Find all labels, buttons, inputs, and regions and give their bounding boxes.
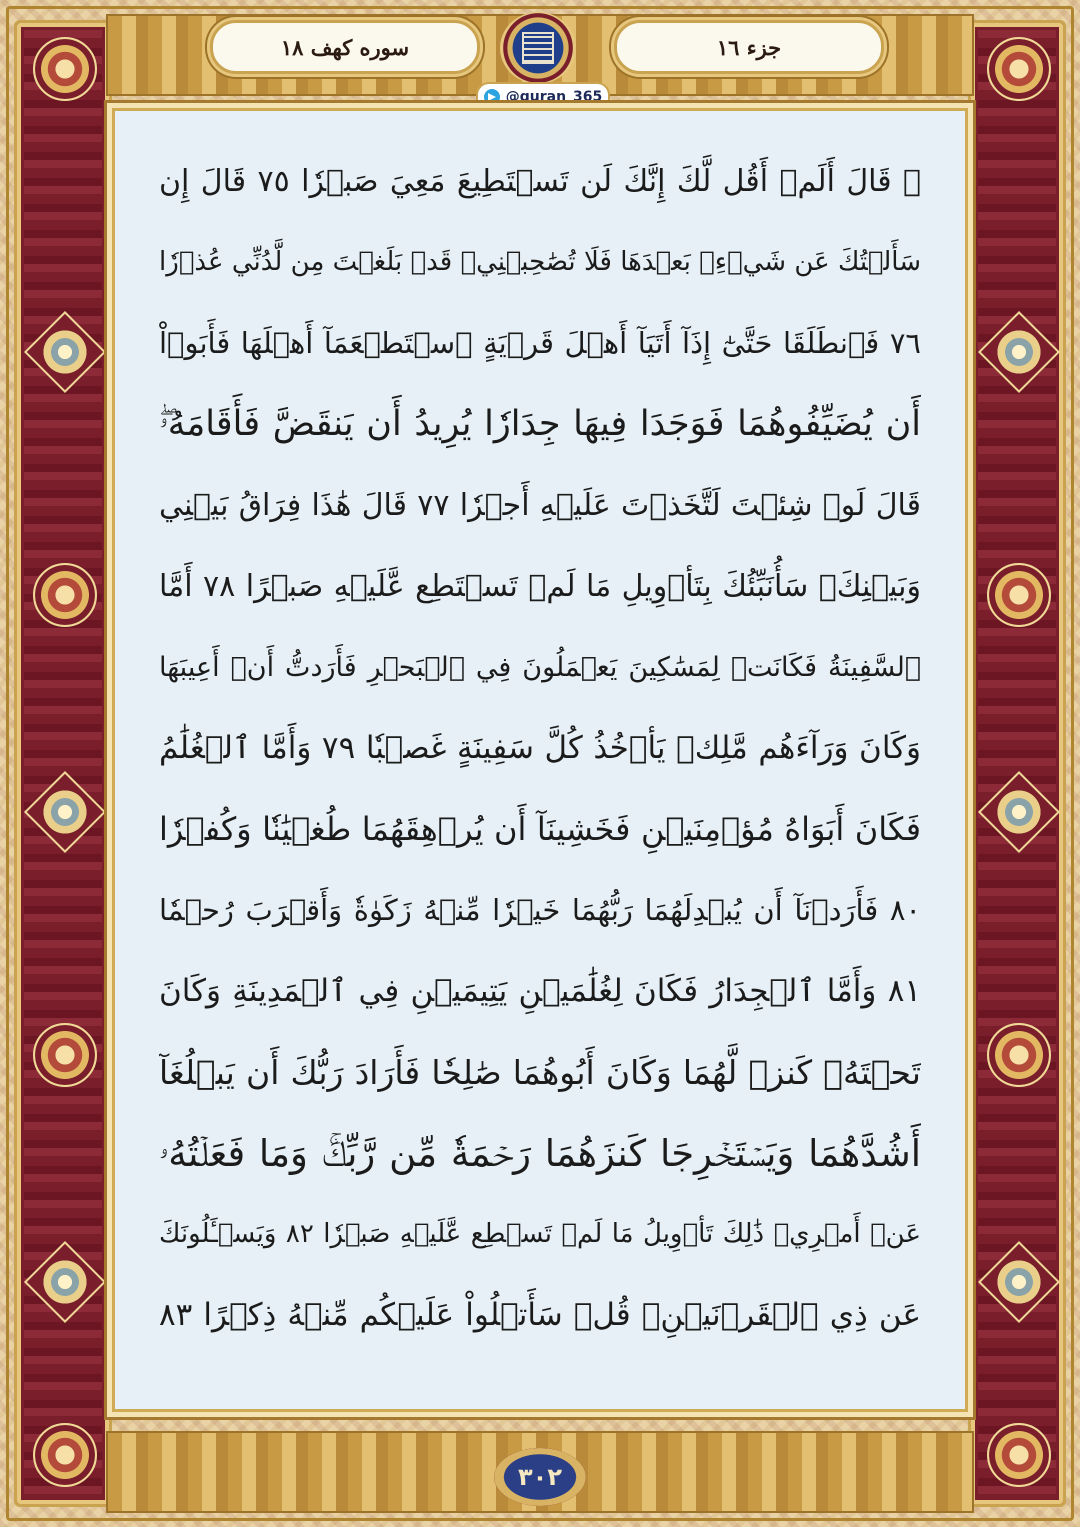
left-ornament-column [14, 20, 112, 1507]
medallion-icon [33, 1423, 97, 1487]
telegram-icon [484, 89, 500, 105]
verse-line: ۞ قَالَ أَلَمۡ أَقُل لَّكَ إِنَّكَ لَن تَسۡتَطِيعَ مَعِيَ صَبۡرٗا ٧٥ قَالَ إِن [159, 164, 921, 199]
verse-line: عَن ذِي ٱلۡقَرۡنَيۡنِۖ قُلۡ سَأَتۡلُواْ عَلَيۡكُم مِّنۡهُ ذِكۡرًا ٨٣ [159, 1297, 921, 1333]
medallion-icon [987, 37, 1051, 101]
juz-label: جزء ١٦ [614, 20, 884, 74]
verse-line: ٱلسَّفِينَةُ فَكَانَتۡ لِمَسَٰكِينَ يَعۡمَلُونَ فِي ٱلۡبَحۡرِ فَأَرَدتُّ أَنۡ أَعِيبَهَا [159, 652, 921, 683]
right-ornament-column [968, 20, 1066, 1507]
surah-label: سوره كهف ١٨ [210, 20, 480, 74]
medallion-icon [987, 563, 1051, 627]
verse-line: أَشُدَّهُمَا وَيَسۡتَخۡرِجَا كَنزَهُمَا رَحۡمَةٗ مِّن رَّبِّكَۚ وَمَا فَعَلۡتُهُۥ [159, 1132, 921, 1175]
verse-line: ٨٠ فَأَرَدۡنَآ أَن يُبۡدِلَهُمَا رَبُّهُمَا خَيۡرٗا مِّنۡهُ زَكَوٰةٗ وَأَقۡرَبَ رُحۡمٗا [159, 893, 921, 927]
kufic-square-icon [522, 32, 554, 64]
verse-line: قَالَ لَوۡ شِئۡتَ لَتَّخَذۡتَ عَلَيۡهِ أَجۡرٗا ٧٧ قَالَ هَٰذَا فِرَاقُ بَيۡنِي [159, 488, 921, 523]
rosette-icon [978, 771, 1060, 853]
channel-handle: @quran_365 [505, 89, 603, 105]
rosette-icon [978, 1241, 1060, 1323]
verse-line: فَكَانَ أَبَوَاهُ مُؤۡمِنَيۡنِ فَخَشِينَآ أَن يُرۡهِقَهُمَا طُغۡيَٰنٗا وَكُفۡرٗا [159, 810, 921, 848]
rosette-icon [24, 311, 106, 393]
medallion-icon [33, 563, 97, 627]
verse-line: ٨١ وَأَمَّا ٱلۡجِدَارُ فَكَانَ لِغُلَٰمَيۡنِ يَتِيمَيۡنِ فِي ٱلۡمَدِينَةِ وَكَانَ [159, 973, 921, 1009]
rosette-icon [24, 1241, 106, 1323]
verse-line: تَحۡتَهُۥ كَنزٞ لَّهُمَا وَكَانَ أَبُوهُمَا صَٰلِحٗا فَأَرَادَ رَبُّكَ أَن يَبۡلُغَآ [159, 1053, 921, 1092]
medallion-icon [987, 1023, 1051, 1087]
emblem-icon [500, 12, 576, 84]
medallion-icon [33, 1023, 97, 1087]
rosette-icon [978, 311, 1060, 393]
rosette-icon [24, 771, 106, 853]
medallion-icon [33, 37, 97, 101]
page-number: ٣٠٢ [494, 1448, 586, 1506]
verse-line: ٧٦ فَٱنطَلَقَا حَتَّىٰٓ إِذَآ أَتَيَآ أَهۡلَ قَرۡيَةٍ ٱسۡتَطۡعَمَآ أَهۡلَهَا فَأَبَوۡاْ [159, 326, 921, 360]
verse-panel [112, 108, 968, 1412]
verse-line: وَبَيۡنِكَۚ سَأُنَبِّئُكَ بِتَأۡوِيلِ مَا لَمۡ تَسۡتَطِع عَّلَيۡهِ صَبۡرًا ٧٨ أَمَّا [159, 569, 921, 604]
medallion-icon [987, 1423, 1051, 1487]
verse-line: أَن يُضَيِّفُوهُمَا فَوَجَدَا فِيهَا جِدَارٗا يُرِيدُ أَن يَنقَضَّ فَأَقَامَهُۥۖ [159, 404, 921, 444]
verse-line: سَأَلۡتُكَ عَن شَيۡءِۭ بَعۡدَهَا فَلَا تُصَٰحِبۡنِيۖ قَدۡ بَلَغۡتَ مِن لَّدُنِّي عُذۡرٗا [159, 247, 921, 277]
verse-lines [159, 141, 921, 1356]
verse-line: عَنۡ أَمۡرِيۚ ذَٰلِكَ تَأۡوِيلُ مَا لَمۡ تَسۡطِع عَّلَيۡهِ صَبۡرٗا ٨٢ وَيَسۡـَٔلُونَكَ [159, 1219, 921, 1249]
verse-line: وَكَانَ وَرَآءَهُم مَّلِكٞ يَأۡخُذُ كُلَّ سَفِينَةٍ غَصۡبٗا ٧٩ وَأَمَّا ٱلۡغُلَٰمُ [159, 730, 921, 766]
